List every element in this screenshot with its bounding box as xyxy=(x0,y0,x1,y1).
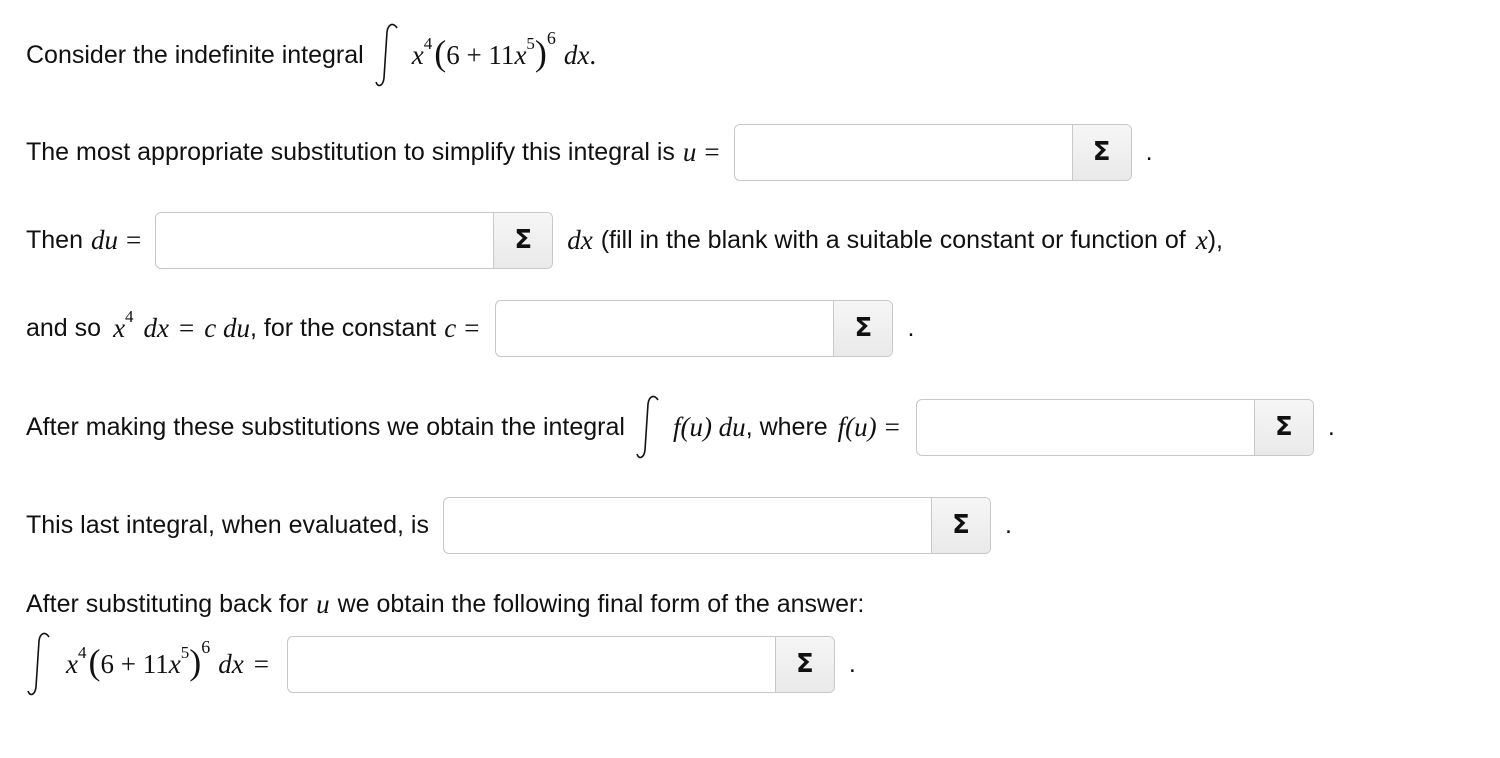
integral-sign-icon xyxy=(26,631,52,697)
du-hint-x: x xyxy=(1195,224,1208,255)
period: . xyxy=(1005,510,1012,539)
equals-sign: = xyxy=(884,411,900,442)
close-paren: ) xyxy=(534,33,547,73)
constant-row xyxy=(26,298,914,358)
fu-integrand: f(u) du xyxy=(672,411,746,442)
and-so-text: and so xyxy=(26,313,102,342)
equals-sign: = xyxy=(253,648,269,679)
integrand-inner-x: x xyxy=(514,39,527,70)
integral-sign-icon xyxy=(374,22,400,88)
substitute-back-var: u xyxy=(316,588,330,619)
close-paren: ) xyxy=(189,642,202,682)
u-answer-box xyxy=(734,124,1132,181)
intro-text: Consider the indefinite integral xyxy=(26,40,364,69)
equals-sign: = xyxy=(125,224,142,255)
period: . xyxy=(1327,412,1335,441)
integrand-x: x xyxy=(411,39,424,70)
u-sigma-button[interactable]: Σ xyxy=(1072,125,1131,180)
substitute-back-pre: After substituting back for xyxy=(26,589,309,618)
equals-sign: = xyxy=(704,136,720,167)
final-x: x xyxy=(66,648,78,679)
open-paren: ( xyxy=(88,642,101,682)
evaluated-answer-input[interactable] xyxy=(444,498,931,553)
integrand-constant: 6 + 11 xyxy=(446,39,515,70)
constant-text: , for the constant xyxy=(250,313,437,342)
fu-row xyxy=(26,390,1335,464)
u-answer-input[interactable] xyxy=(735,125,1072,180)
integrand-x-power: 4 xyxy=(423,34,433,53)
final-answer-input[interactable] xyxy=(288,637,775,692)
du-answer-input[interactable] xyxy=(156,213,493,268)
final-answer-box xyxy=(287,636,835,693)
du-row xyxy=(26,210,1223,270)
c-var: c xyxy=(444,312,457,343)
integrand-dx: dx xyxy=(563,39,590,70)
fu-where-text: , where xyxy=(745,412,828,441)
c-row-dx: dx xyxy=(143,312,170,343)
equals-sign: = xyxy=(179,312,195,343)
integrand-outer-power: 6 xyxy=(546,27,556,48)
evaluated-sigma-button[interactable]: Σ xyxy=(931,498,990,553)
final-dx: dx xyxy=(218,648,244,679)
c-row-x: x xyxy=(113,312,126,343)
du-answer-box xyxy=(155,212,553,269)
fu-answer-box xyxy=(916,399,1314,456)
integral-sign-icon xyxy=(635,394,661,460)
du-var: du xyxy=(90,224,118,255)
then-text: Then xyxy=(26,225,83,254)
substitution-text: The most appropriate substitution to simplify this integral is xyxy=(26,137,675,166)
period: . xyxy=(907,313,915,342)
c-sigma-button[interactable]: Σ xyxy=(833,301,892,356)
du-hint-end: ), xyxy=(1207,225,1224,254)
final-answer-row xyxy=(26,628,856,700)
c-row-power: 4 xyxy=(125,307,134,326)
intro-period: . xyxy=(589,39,597,70)
fu-text: After making these substitutions we obtain the integral xyxy=(26,412,625,441)
final-inner-power: 5 xyxy=(180,643,190,662)
integrand-inner-power: 5 xyxy=(526,34,535,53)
evaluated-text: This last integral, when evaluated, is xyxy=(26,510,429,539)
final-constant: 6 + 11 xyxy=(100,648,169,679)
du-hint-text: (fill in the blank with a suitable constant or function of xyxy=(600,225,1186,254)
final-sigma-button[interactable]: Σ xyxy=(775,637,834,692)
equals-sign-2: = xyxy=(464,312,480,343)
substitution-row xyxy=(26,122,1153,182)
fu-answer-input[interactable] xyxy=(917,400,1254,455)
final-outer-power: 6 xyxy=(201,636,211,657)
evaluated-row xyxy=(26,495,1012,555)
period: . xyxy=(848,649,856,678)
period: . xyxy=(1145,137,1153,166)
du-sigma-button[interactable]: Σ xyxy=(493,213,552,268)
du-dx: dx xyxy=(567,224,593,255)
open-paren: ( xyxy=(434,33,447,73)
substitution-var: u xyxy=(682,136,697,167)
fu-sigma-button[interactable]: Σ xyxy=(1254,400,1313,455)
c-answer-input[interactable] xyxy=(496,301,833,356)
evaluated-answer-box xyxy=(443,497,991,554)
substitute-back-post: we obtain the following final form of the answer: xyxy=(337,589,865,618)
final-inner-x: x xyxy=(168,648,181,679)
question-intro xyxy=(26,20,596,90)
c-answer-box xyxy=(495,300,893,357)
final-x-power: 4 xyxy=(77,643,87,662)
substitute-back-text xyxy=(26,584,864,624)
c-du: c du xyxy=(204,312,250,343)
fu-label: f(u) xyxy=(837,411,877,442)
